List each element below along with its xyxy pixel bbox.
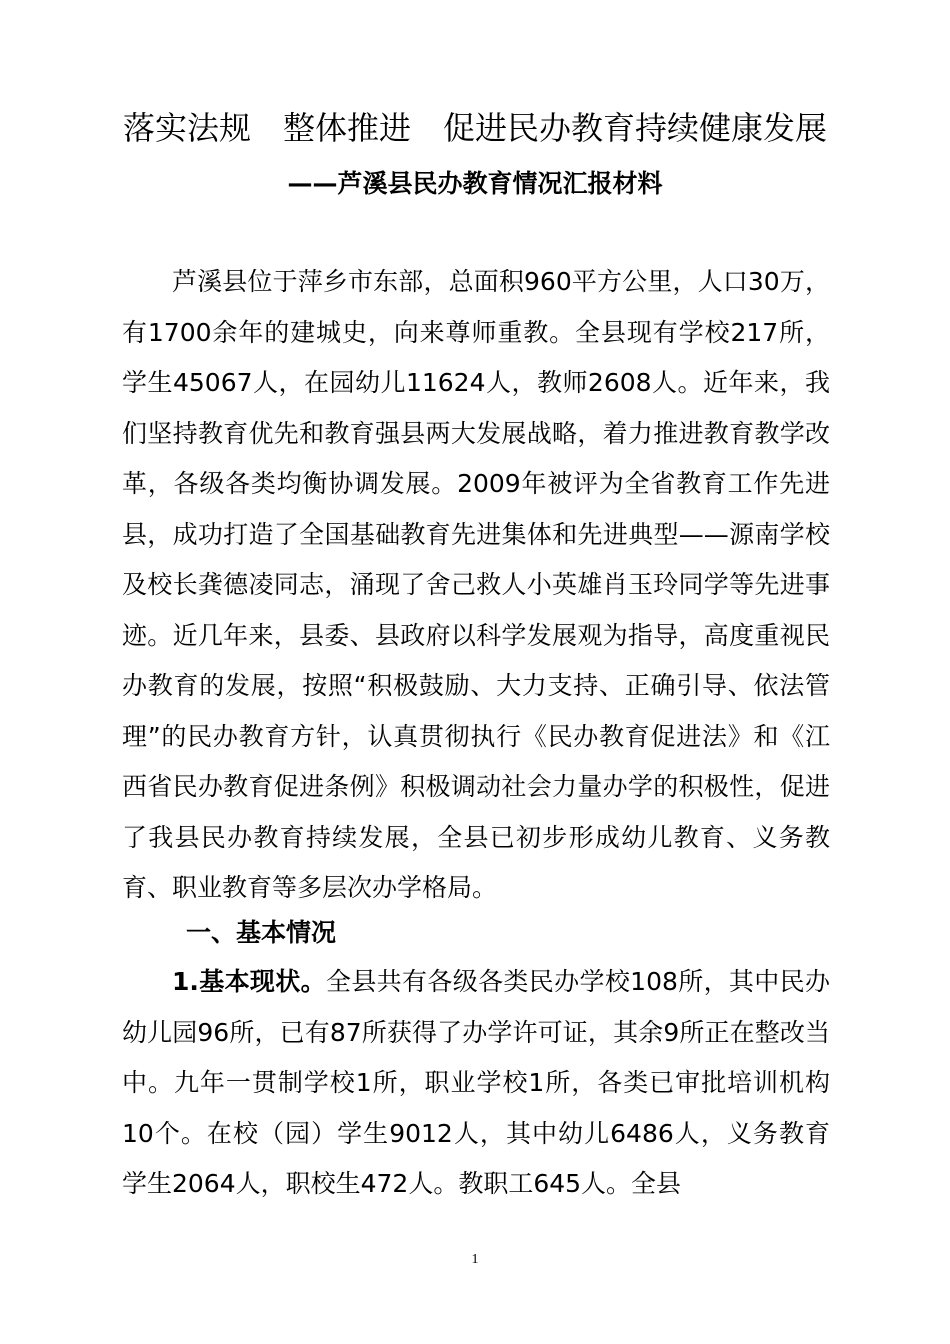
document-title: 落实法规 整体推进 促进民办教育持续健康发展 — [122, 109, 827, 147]
basic-status-paragraph — [122, 957, 830, 1210]
paragraph-lead: 1.基本现状。 — [172, 967, 326, 996]
intro-paragraph: 芦溪县位于萍乡市东部，总面积960平方公里，人口30万，有1700余年的建城史，向来尊师重教。全县现有学校217所，学生45067人，在园幼儿11624人，教师2608人。近年来，我们坚持教育优先和教育强县两大发展战略，着力推进教育教学改革，各级各类均衡协调发展。2009年被评为全省教育工作先进县，成功打造了全国基础教育先进集体和先进典型——源南学校及校长龚德凌同志，涌现了舍己救人小英雄肖玉玲同学等先进事迹。近几年来，县委、县政府以科学发展观为指导，高度重视民办教育的发展，按照“积极鼓励、大力支持、正确引导、依法管理”的民办教育方针，认真贯彻执行《民办教育促进法》和《江西省民办教育促进条例》积极调动社会力量办学的积极性，促进了我县民办教育持续发展，全县已初步形成幼儿教育、义务教育、职业教育等多层次办学格局。 — [122, 267, 830, 902]
section-heading-basic-situation: 一、基本情况 — [186, 918, 337, 947]
page-number: 1 — [471, 1252, 479, 1267]
document-subtitle: ——芦溪县民办教育情况汇报材料 — [287, 169, 663, 198]
paragraph-body: 全县共有各级各类民办学校108所，其中民办幼儿园96所，已有87所获得了办学许可证，其余9所正在整改当中。九年一贯制学校1所，职业学校1所，各类已审批培训机构10个。在校（园）学生9012人，其中幼儿6486人，义务教育学生2064人，职校生472人。教职工645人。全县 — [122, 967, 830, 1198]
